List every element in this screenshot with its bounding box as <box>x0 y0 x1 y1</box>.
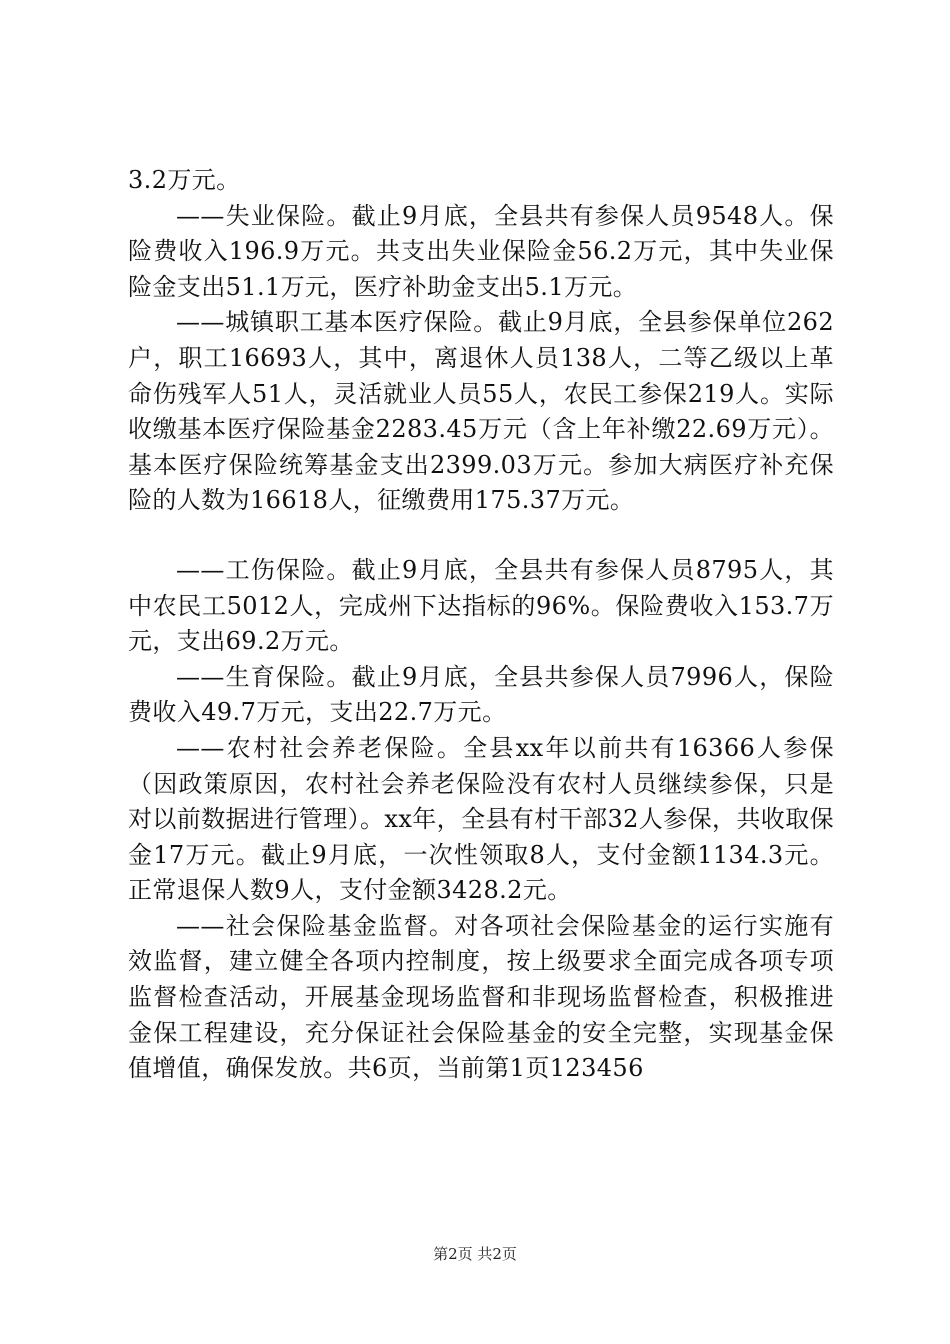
paragraph-fund-supervision: ——社会保险基金监督。对各项社会保险基金的运行实施有效监督，建立健全各项内控制度，按上级要求全面完成各项专项监督检查活动，开展基金现场监督和非现场监督检查，积极推进金保工程建设，充分保证社会保险基金的安全完整，实现基金保值增值，确保发放。共6页，当前第1页123456 <box>128 911 834 1083</box>
document-body <box>128 163 834 1087</box>
paragraph-rural-pension-insurance: ——农村社会养老保险。全县xx年以前共有16366人参保（因政策原因，农村社会养老保险没有农村人员继续参保，只是对以前数据进行管理）。xx年，全县有村干部32人参保，共收取保金17万元。截止9月底，一次性领取8人，支付金额1134.3元。正常退保人数9人，支付金额3428.2元。 <box>128 733 835 905</box>
page-footer: 第2页 共2页 <box>433 1245 517 1263</box>
paragraph-maternity-insurance: ——生育保险。截止9月底，全县共参保人员7996人，保险费收入49.7万元，支出22.7万元。 <box>128 662 834 727</box>
paragraph-continuation: 3.2万元。 <box>128 166 241 194</box>
paragraph-unemployment-insurance: ——失业保险。截止9月底，全县共有参保人员9548人。保险费收入196.9万元。共支出失业保险金56.2万元，其中失业保险金支出51.1万元，医疗补助金支出5.1万元。 <box>128 201 834 301</box>
paragraph-work-injury-insurance: ——工伤保险。截止9月底，全县共有参保人员8795人，其中农民工5012人，完成州下达指标的96%。保险费收入153.7万元，支出69.2万元。 <box>128 555 834 656</box>
paragraph-medical-insurance: ——城镇职工基本医疗保险。截止9月底，全县参保单位262户，职工16693人，其中，离退休人员138人，二等乙级以上革命伤残军人51人，灵活就业人员55人，农民工参保219人。实际收缴基本医疗保险基金2283.45万元（含上年补缴22.69万元）。基本医疗保险统筹基金支出2399.03万元。参加大病医疗补充保险的人数为16618人，征缴费用175.37万元。 <box>128 308 834 515</box>
